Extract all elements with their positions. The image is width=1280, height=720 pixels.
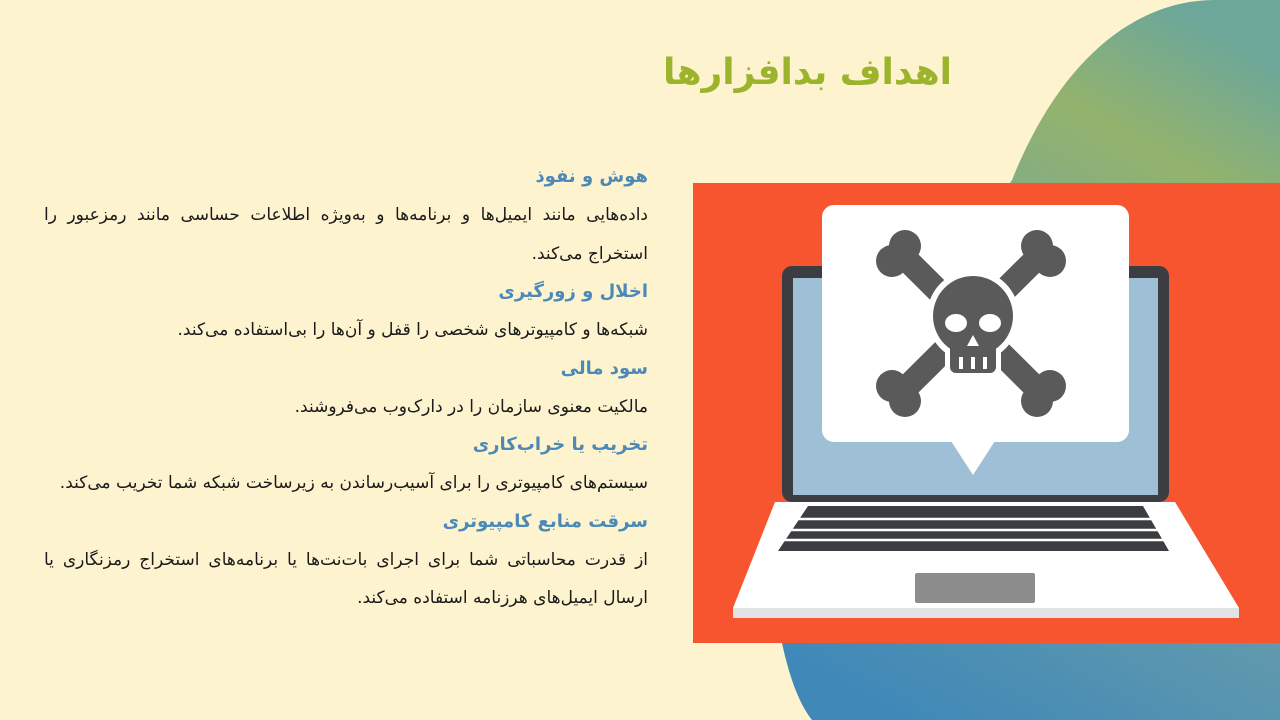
slide-title: اهداف بدافزارها [663, 52, 952, 93]
section-body-sabotage: سیستم‌های کامپیوتری را برای آسیب‌رساندن به زیرساخت شبکه شما تخریب می‌کند. [59, 473, 648, 493]
section-body-resource-theft: از قدرت محاسباتی شما برای اجرای بات‌نت‌ها یا برنامه‌های استخراج رمزنگاری یا ارسال ایمیل‌های هرزنامه استفاده می‌کند. [44, 549, 648, 608]
section-body-disruption: شبکه‌ها و کامپیوترهای شخصی را قفل و آن‌ها را بی‌استفاده می‌کند. [177, 320, 648, 340]
laptop-touchpad [915, 573, 1035, 603]
malware-goals-list [44, 158, 648, 618]
laptop-base-edge [733, 608, 1239, 618]
section-heading-resource-theft: سرقت منابع کامپیوتری [442, 510, 648, 532]
section-body-financial-gain: مالکیت معنوی سازمان را در دارک‌وب می‌فروشند. [294, 396, 648, 417]
section-heading-financial-gain: سود مالی [560, 357, 648, 379]
laptop-keyboard [778, 506, 1169, 551]
section-body-intelligence: داده‌هایی مانند ایمیل‌ها و برنامه‌ها و به‌ویژه اطلاعات حساسی مانند رمزعبور را استخراج می‌کند. [44, 205, 648, 264]
section-heading-disruption: اخلال و زورگیری [498, 281, 648, 302]
section-heading-intelligence: هوش و نفوذ [535, 166, 648, 187]
laptop-skull-icon [693, 183, 1280, 643]
section-heading-sabotage: تخریب یا خراب‌کاری [472, 434, 648, 455]
